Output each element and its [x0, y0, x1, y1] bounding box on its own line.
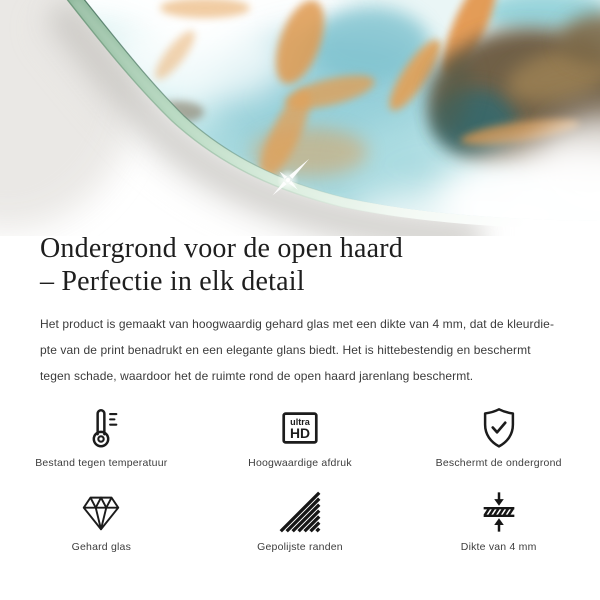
- thickness-icon: [476, 486, 522, 538]
- feature-label: Gehard glas: [71, 541, 132, 553]
- feature-grid: [2, 396, 598, 564]
- feature-label: Dikte van 4 mm: [460, 541, 537, 553]
- feature-polished-edges: [201, 480, 400, 564]
- feature-label: Beschermt de ondergrond: [435, 457, 562, 469]
- body-paragraph: [40, 311, 554, 389]
- feature-print-quality: [201, 396, 400, 480]
- glass-panel-illustration: [0, 0, 600, 236]
- svg-text:HD: HD: [289, 425, 311, 442]
- body-line: pte van de print benadrukt en een elegante glans biedt. Het is hittebestendig en beschermt: [40, 343, 531, 357]
- feature-label: Hoogwaardige afdruk: [248, 457, 352, 469]
- feature-label: Gepolijste randen: [257, 541, 343, 553]
- diamond-icon: [78, 486, 124, 538]
- feature-tempered-glass: [2, 480, 201, 564]
- hero-product-image: [0, 0, 600, 236]
- feature-protection: [399, 396, 598, 480]
- body-line: Het product is gemaakt van hoogwaardig gehard glas met een dikte van 4 mm, dat de kleurdie-: [40, 317, 555, 331]
- page-title: [40, 232, 403, 298]
- body-line: tegen schade, waardoor het de ruimte rond de open haard jarenlang beschermt.: [40, 369, 474, 383]
- feature-thickness: [399, 480, 598, 564]
- page-title-line1: Ondergrond voor de open haard: [40, 233, 403, 264]
- feature-label: Bestand tegen temperatuur: [35, 457, 168, 469]
- svg-text:ultra: ultra: [290, 417, 310, 428]
- page-title-line2: – Perfectie in elk detail: [40, 266, 305, 297]
- thermometer-icon: [78, 402, 124, 454]
- ultra-hd-icon: [277, 402, 323, 454]
- polished-edges-icon: [278, 486, 322, 538]
- shield-check-icon: [476, 402, 522, 454]
- feature-temperature: [2, 396, 201, 480]
